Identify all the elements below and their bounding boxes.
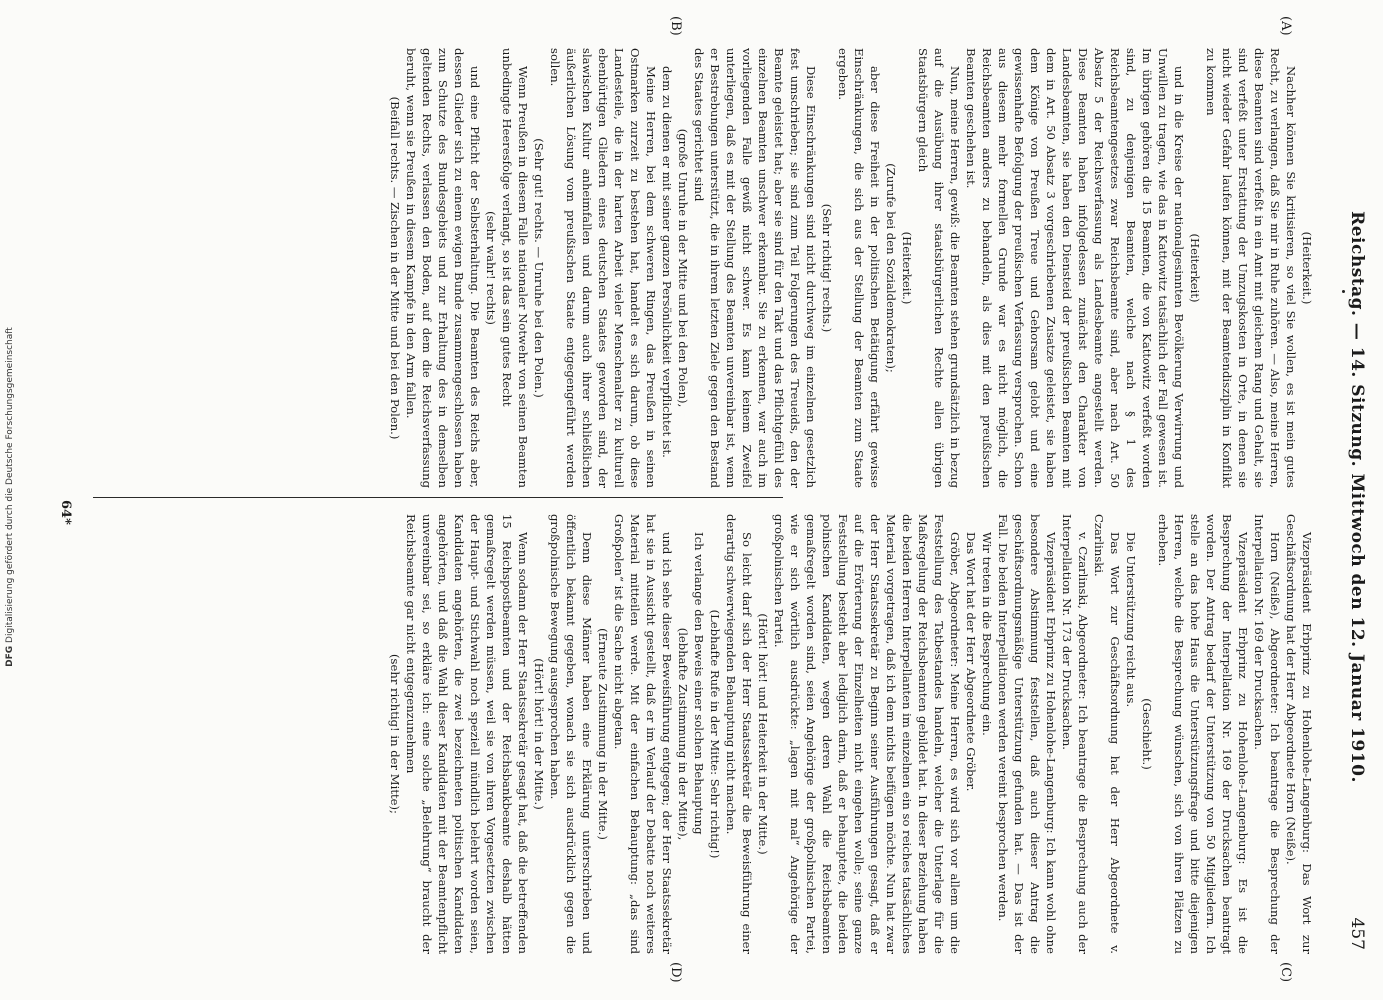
paragraph: Wir treten in die Besprechung ein.	[980, 532, 994, 736]
paragraph: Vizepräsident Erbprinz zu Hohenlohe-Langenburg: Ich kann wohl ohne besondere Abstimmung feststellen, daß auch dieser Antrag die geschäftsordnungsmäßige Unterstützung gefunden hat. — Das ist der Fall. Die beiden Interpellationen werden vereint besprochen werden.	[996, 514, 1058, 954]
paragraph: Denn diese Männer haben eine Erklärung unterschrieben und öffentlich bekannt gegeben, wonach sie sich ausdrücklich gegen die großpolnische Bewegung ausgesprochen haben.	[548, 514, 594, 954]
dfg-logo: DFG	[5, 645, 15, 667]
column-divider	[93, 497, 783, 498]
paragraph: und eine Pflicht der Selbsterhaltung. Die Beamten des Reichs aber, dessen Glieder sich zu einem ewigen Bunde zusammengeschlossen haben zum Schutze des Bundesgebiets und zur Erhaltung des in demselben geltenden Rechts, verlassen den Boden, auf dem die Reichsverfassung beruht, wenn sie Preußen in diesem Kampfe in den Arm fallen.	[404, 48, 482, 488]
margin-mark-b: (B)	[668, 16, 683, 36]
scan-credit-strip	[2, 0, 18, 1000]
paragraph: Nun, meine Herren, gewiß: die Beamten stehen grundsätzlich in bezug auf die Ausübung ihrer staatsbürgerlichen Rechte allen übrigen Staatsbürgern gleich	[916, 48, 962, 488]
paragraph: (Hört! hört! in der Mitte.)	[532, 658, 546, 810]
paragraph: Die Unterstützung reicht aus.	[1124, 532, 1138, 708]
paragraph: dem zu dienen er mit seiner ganzen Persönlichkeit verpflichtet ist.	[660, 66, 674, 458]
paragraph: Wenn Preußen in diesem Falle nationaler Notwehr von seinen Beamten unbedingte Heeresfolge verlangt, so ist das sein gutes Recht	[500, 48, 530, 488]
paragraph: (Beifall rechts. — Zischen in der Mitte und bei den Polen.)	[388, 96, 402, 440]
signature-mark: 64*	[58, 500, 73, 525]
paragraph: Vizepräsident Erbprinz zu Hohenlohe-Langenburg: Das Wort zur Geschäftsordnung hat der Herr Abgeordnete Horn (Neiße).	[1284, 514, 1314, 954]
paragraph: (sehr wahr! rechts)	[484, 211, 498, 325]
paragraph: (lebhafte Zustimmung in der Mitte),	[676, 627, 690, 841]
paragraph: und in die Kreise der nationalgesinnten Bevölkerung Verwirrung und Unwillen zu tragen, wie das in Kattowitz tatsächlich der Fall gewesen ist. Im übrigen gehören die 15 Beamten, die von Kattowitz verfeßt worden sind, zu denjenigen Beamten, welche nach § 1 des Reichsbeamtengesetzes zwar Reichsbeamte sind, aber nach Art. 50 Absatz 5 der Reichsverfassung als Landesbeamte angestellt werden. Diese Beamten haben infolgedessen zunächst den Charakter von Landesbeamten, sie haben den Diensteid der preußischen Beamten mit dem in Art. 50 Absatz 3 vorgeschriebenen Zusatze geleistet, sie haben dem Könige von Preußen Treue und Gehorsam gelobt und eine gewissenhafte Befolgung der preußischen Verfassung versprochen. Schon aus diesem mehr formellen Grunde war es nicht möglich, die Reichsbeamten anders zu behandeln, als dies mit den preußischen Beamten geschehen ist.	[964, 48, 1186, 488]
paragraph: und ich sehe dieser Beweisführung entgegen; der Herr Staatssekretär hat sie in Aussicht gestellt, daß er im Verlauf der Debatte noch weiteres Material mitteilen werde. Mit der einfachen Behauptung: „das sind Großpolen“ ist die Sache nicht abgetan.	[612, 514, 674, 954]
paragraph: Nachher können Sie kritisieren, so viel Sie wollen, es ist mein gutes Recht, zu verlangen, daß Sie mir in Ruhe zuhören. — Also, meine Herren, diese Beamten sind verfeßt in ein Amt mit gleichem Rang und Gehalt, sie sind verfeßt unter Erstattung der Umzugskosten in Orte, in denen sie nicht wieder Gefahr laufen können, mit der Beamtendisziplin in Konflikt zu kommen	[1204, 48, 1298, 488]
paragraph: (Sehr richtig! rechts.)	[820, 203, 834, 333]
paragraph: Das Wort hat der Herr Abgeordnete Gröber.	[964, 532, 978, 792]
paragraph: (Hört! hört! und Heiterkeit in der Mitte.)	[756, 613, 770, 855]
header-title: Reichstag. — 14. Sitzung. Mittwoch den 12. Januar 1910.	[1347, 211, 1367, 783]
paragraph: (Heiterkeit)	[1188, 233, 1202, 303]
paragraph: Diese Einschränkungen sind nicht durchweg im einzelnen gesetzlich fest umschrieben; sie sind zum Teil Folgerungen des Treueids, den der Beamte geleistet hat; aber sie sind für den Takt und das Pflichtgefühl des einzelnen Beamten unschwer erkennbar. Sie zu erkennen, war auch im vorliegenden Falle gewiß nicht schwer. Es kann keinem Zweifel unterliegen, daß es mit der Stellung des Beamten unvereinbar ist, wenn er Bestrebungen unterstützt, die in ihrem letzten Ziele gegen den Bestand des Staates gerichtet sind	[692, 48, 818, 488]
running-header	[1335, 44, 1375, 950]
page-number: 457	[1347, 917, 1367, 950]
paragraph: Gröber, Abgeordneter: Meine Herren, es wird sich vor allem um die Feststellung des Tatbestandes handeln, welcher die Unterlage für die Maßregelung der Reichsbeamten gebildet hat. In dieser Beziehung haben die beiden Herren Interpellanten im einzelnen ein so reiches tatsächliches Material vorgetragen, daß ich dem nichts beifügen möchte. Nun hat zwar der Herr Staatssekretär zu Beginn seiner Ausführungen gesagt, daß er auf die Erörterung der Einzelheiten nicht eingehen wolle; seine ganze Feststellung besteht aber lediglich darin, daß er behauptete, die beiden polnischen Kandidaten, wegen deren Wahl die Reichsbeamten gemaßregelt worden sind, seien Angehörige der großpolnischen Partei, wie er sich wörtlich ausdrückte: „lagen mit mal“ Angehörige der großpolnischen Partei.	[772, 514, 962, 954]
paragraph: v. Czarlinski, Abgeordneter: Ich beantrage die Besprechung auch der Interpellation Nr. 173 der Drucksachen.	[1060, 514, 1090, 954]
right-column	[387, 514, 1315, 954]
paragraph: (Zurufe bei den Sozialdemokraten);	[884, 163, 898, 373]
paragraph: aber diese Freiheit in der politischen Betätigung erfährt gewisse Einschränkungen, die sich aus der Stellung der Beamten zum Staate ergeben.	[836, 48, 882, 488]
paragraph: Meine Herren, bei dem schweren Ringen, das Preußen in seinen Ostmarken zurzeit zu bestehen hat, handelt es sich darum, ob diese Landesteile, die in der harten Arbeit vieler Menschenalter zu kulturell ebenbürtigen Gliedern eines deutschen Staates geworden sind, der slawischen Kultur anheimfallen und darum auch ihrer schließlichen äußerlichen Lösung vom preußischen Staate entgegengeführt werden sollen.	[548, 48, 658, 488]
paragraph: (Erneute Zustimmung in der Mitte.)	[596, 628, 610, 840]
paragraph: (Geschieht.)	[1140, 698, 1154, 770]
scan-credit-text: Digitalisierung gefördert durch die Deutsche Forschungsgemeinschaft	[5, 327, 15, 643]
paragraph: (große Unruhe in der Mitte und bei den Polen),	[676, 128, 690, 408]
margin-mark-c: (C)	[1278, 962, 1293, 983]
paragraph: (Heiterkeit.)	[900, 231, 914, 305]
paragraph: (Sehr gut! rechts. — Unruhe bei den Polen.)	[532, 138, 546, 398]
paragraph: (sehr richtig! in der Mitte);	[388, 654, 402, 814]
margin-mark-a: (A)	[1278, 16, 1293, 36]
left-column	[387, 48, 1315, 488]
paragraph: Wenn sodann der Herr Staatssekretär gesagt hat, daß die betreffenden 15 Reichspostbeamten und der Reichsbankbeamte deshalb hätten gemaßregelt werden müssen, weil sie von ihren Vorgesetzten zwischen der Haupt- und Stichwahl noch speziell mündlich belehrt worden seien, Kandidaten angehörten, die zwei bezeichneten politischen Kandidaten angehörten, und daß die Wahl dieser Kandidaten mit der Beamtenpflicht unvereinbar sei, so erkläre ich: eine solche „Belehrung“ braucht der Reichsbeamte gar nicht entgegenzunehmen	[404, 514, 530, 954]
paragraph: (Lebhafte Rufe in der Mitte: Sehr richtig!)	[708, 609, 722, 859]
paragraph: Vizepräsident Erbprinz zu Hohenlohe-Langenburg: Es ist die Besprechung der Interpellation Nr. 169 der Drucksachen beantragt worden. Der Antrag bedarf der Unterstützung von 50 Mitgliedern. Ich stelle an das hohe Haus die Unterstützungsfrage und bitte diejenigen Herren, welche die Besprechung wünschen, sich von ihren Plätzen zu erheben.	[1156, 514, 1250, 954]
paragraph: (Heiterkeit.)	[1300, 231, 1314, 305]
margin-mark-d: (D)	[668, 962, 683, 983]
paragraph: Das Wort zur Geschäftsordnung hat der Herr Abgeordnete v. Czarlinski.	[1092, 514, 1122, 954]
paragraph: Ich verlange den Beweis einer solchen Behauptung	[692, 532, 706, 835]
paragraph: So leicht darf sich der Herr Staatssekretär die Beweisführung einer derartig schwerwiegenden Behauptung nicht machen.	[724, 514, 754, 954]
paragraph: Horn (Neiße), Abgeordneter: Ich beantrage die Besprechung der Interpellation Nr. 169 der Drucksachen.	[1252, 514, 1282, 954]
